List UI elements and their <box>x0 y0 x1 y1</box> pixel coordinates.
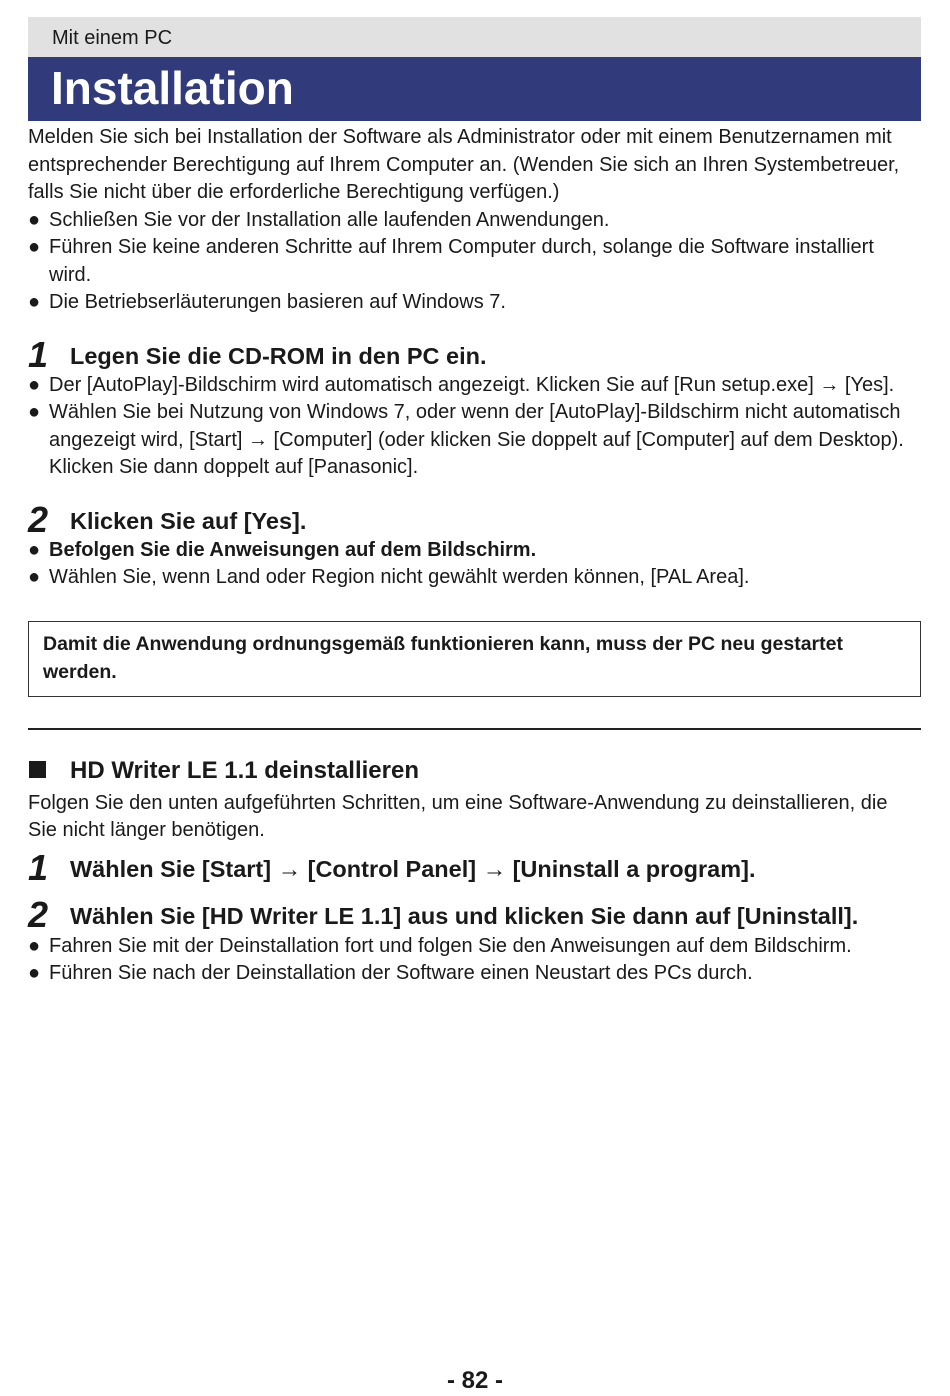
list-item <box>28 564 921 592</box>
bullet-icon: ● <box>28 962 41 984</box>
list-item-text: Wählen Sie bei Nutzung von Windows 7, oder wenn der [AutoPlay]-Bildschirm nicht automatisch angezeigt wird, [Start] → [Computer] (oder klicken Sie doppelt auf [Computer] auf dem Desktop). Klicken Sie dann doppelt auf [Panasonic]. <box>49 401 904 478</box>
bullet-icon: ● <box>28 373 41 396</box>
bullet-icon: ● <box>28 291 41 313</box>
step-heading: Wählen Sie [Start] → [Control Panel] → [Uninstall a program]. <box>70 855 756 882</box>
intro-bullet-list <box>28 207 921 317</box>
square-bullet-icon <box>29 761 46 778</box>
section-label: Mit einem PC <box>28 17 921 57</box>
uninstall-step-2 <box>28 893 921 935</box>
bullet-icon: ● <box>28 401 41 423</box>
uninstall-intro: Folgen Sie den unten aufgeführten Schritten, um eine Software-Anwendung zu deinstallieren, die Sie nicht länger benötigen. <box>28 791 888 841</box>
install-step-2-bullets <box>28 537 921 592</box>
list-item <box>28 207 921 235</box>
list-item <box>28 960 921 988</box>
list-item <box>28 289 921 317</box>
list-item <box>28 933 921 961</box>
list-item-text: Der [AutoPlay]-Bildschirm wird automatisch angezeigt. Klicken Sie auf [Run setup.exe] → [Yes]. <box>49 373 895 396</box>
list-item-text: Führen Sie keine anderen Schritte auf Ihrem Computer durch, solange die Software installiert wird. <box>49 236 874 286</box>
list-item-text: Schließen Sie vor der Installation alle laufenden Anwendungen. <box>49 208 610 231</box>
bullet-icon: ● <box>28 934 41 957</box>
step-number: 2 <box>28 498 49 540</box>
step-heading: Klicken Sie auf [Yes]. <box>70 507 307 534</box>
restart-note: Damit die Anwendung ordnungsgemäß funktionieren kann, muss der PC neu gestartet werden. <box>28 621 921 697</box>
step-heading: Wählen Sie [HD Writer LE 1.1] aus und klicken Sie dann auf [Uninstall]. <box>70 902 859 929</box>
list-item-text: Fahren Sie mit der Deinstallation fort und folgen Sie den Anweisungen auf dem Bildschirm. <box>49 934 852 957</box>
step-number: 2 <box>28 893 49 935</box>
list-item-text: Befolgen Sie die Anweisungen auf dem Bildschirm. <box>49 538 537 561</box>
page-content <box>28 17 921 988</box>
list-item <box>28 399 921 482</box>
list-item-text: Die Betriebserläuterungen basieren auf Windows 7. <box>49 291 506 313</box>
install-step-1-bullets <box>28 372 921 482</box>
step-number: 1 <box>28 846 49 888</box>
intro-paragraph: Melden Sie sich bei Installation der Software als Administrator oder mit einem Benutzernamen mit entsprechender Berechtigung auf Ihrem Computer an. (Wenden Sie sich an Ihren Systembetreuer, falls Sie nicht über die erforderliche Berechtigung verfügen.) <box>28 126 900 203</box>
uninstall-heading <box>28 756 921 786</box>
list-item <box>28 234 921 289</box>
page-title: Installation <box>28 57 921 121</box>
list-item-text: Wählen Sie, wenn Land oder Region nicht gewählt werden können, [PAL Area]. <box>49 566 750 588</box>
uninstall-heading-text: HD Writer LE 1.1 deinstallieren <box>70 756 419 784</box>
uninstall-step-1 <box>28 846 921 888</box>
bullet-icon: ● <box>28 566 41 588</box>
bullet-icon: ● <box>28 236 41 258</box>
list-item <box>28 537 921 565</box>
step-heading: Legen Sie die CD-ROM in den PC ein. <box>70 342 487 369</box>
bullet-icon: ● <box>28 538 41 561</box>
bullet-icon: ● <box>28 208 41 231</box>
step-number: 1 <box>28 333 49 375</box>
page-number: - 82 - <box>446 1367 503 1394</box>
install-step-2 <box>28 498 921 540</box>
uninstall-bullets <box>28 933 921 988</box>
list-item-text: Führen Sie nach der Deinstallation der Software einen Neustart des PCs durch. <box>49 962 753 984</box>
section-divider <box>28 728 921 730</box>
install-step-1 <box>28 333 921 375</box>
list-item <box>28 372 921 400</box>
